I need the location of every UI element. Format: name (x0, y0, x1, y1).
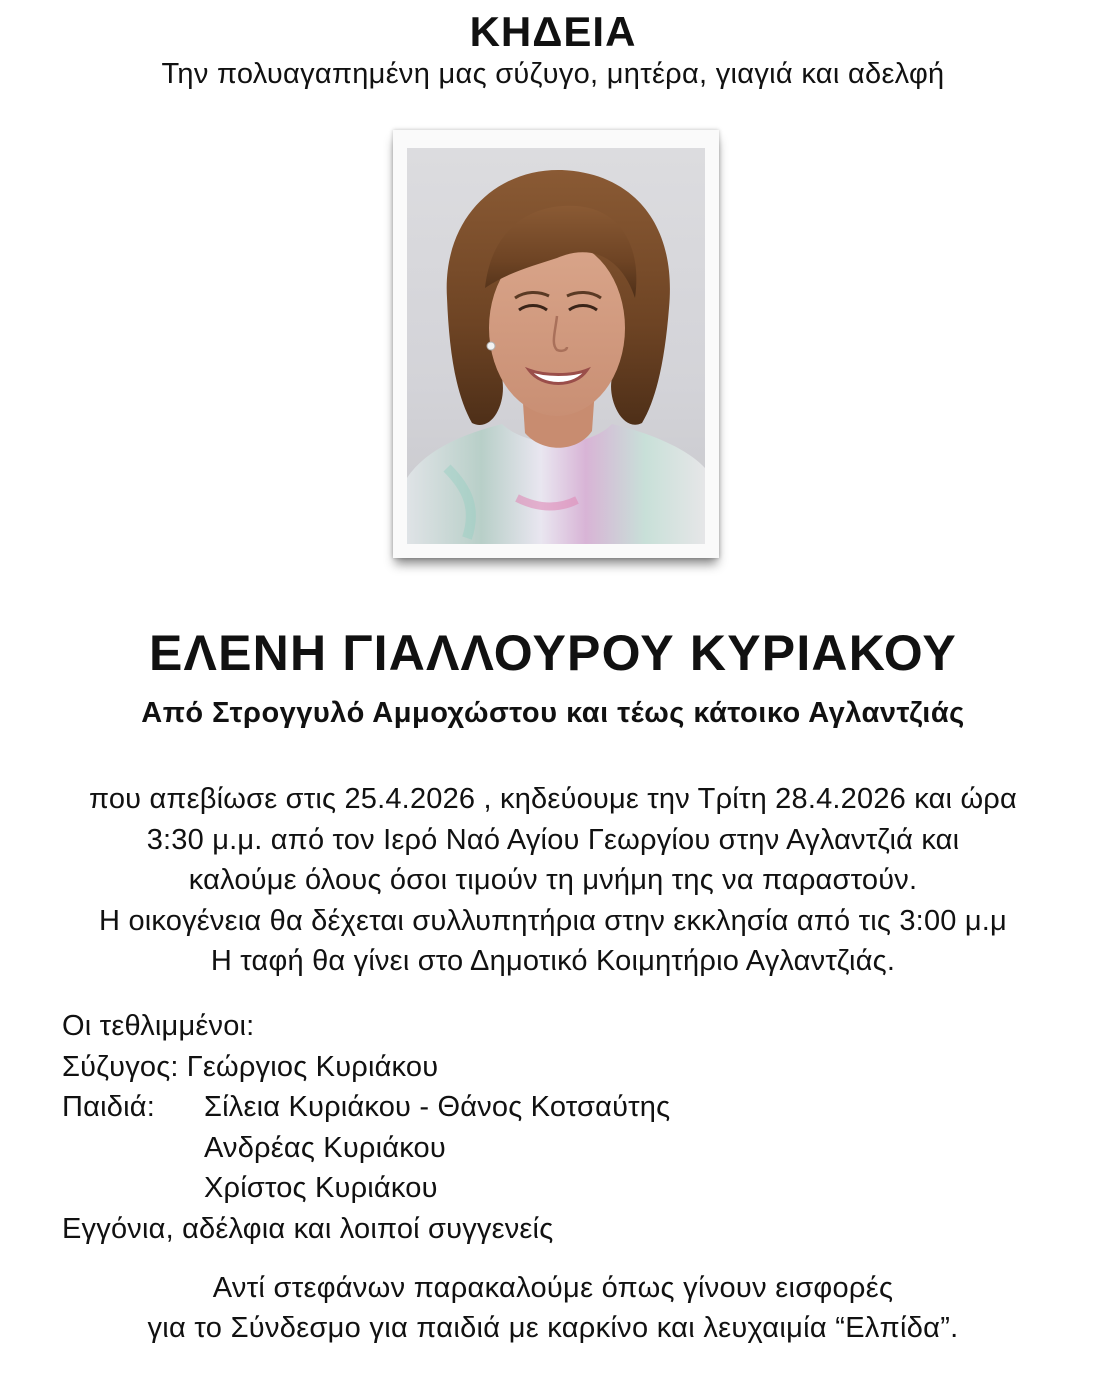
announcement-line: που απεβίωσε στις 25.4.2026 , κηδεύουμε την Τρίτη 28.4.2026 και ώρα (89, 783, 1017, 815)
announcement-line: 3:30 μ.μ. από τον Ιερό Ναό Αγίου Γεωργίου στην Αγλαντζιά και (146, 823, 960, 856)
donations-note (0, 1268, 1106, 1348)
other-relatives: Εγγόνια, αδέλφια και λοιποί συγγενείς (62, 1212, 554, 1245)
mourners-intro: Οι τεθλιμμένοι: (62, 1010, 255, 1042)
announcement-line: καλούμε όλους όσοι τιμούν τη μνήμη της να παραστούν. (188, 864, 918, 896)
children-row (62, 1087, 670, 1128)
portrait-photo (407, 148, 705, 544)
children-label: Παιδιά: (62, 1091, 155, 1123)
page-title: ΚΗΔΕΙΑ (469, 8, 637, 55)
deceased-name: ΕΛΕΝΗ ΓΙΑΛΛΟΥΡΟΥ ΚΥΡΙΑΚΟΥ (149, 625, 957, 681)
donations-line: Αντί στεφάνων παρακαλούμε όπως γίνουν εισφορές (212, 1272, 894, 1304)
child-name: Σίλεια Κυριάκου - Θάνος Κοτσαύτης (204, 1091, 671, 1123)
announcement-line: Η οικογένεια θα δέχεται συλλυπητήρια στην εκκλησία από τις 3:00 μ.μ (99, 904, 1007, 937)
spouse-label: Σύζυγος: (62, 1050, 179, 1083)
announcement-line: Η ταφή θα γίνει στο Δημοτικό Κοιμητήριο Αγλαντζιάς. (210, 945, 896, 977)
child-name: Ανδρέας Κυριάκου (204, 1131, 446, 1164)
spouse-row (62, 1047, 670, 1088)
funeral-announcement (0, 779, 1106, 982)
portrait-illustration (407, 148, 705, 544)
child-name: Χρίστος Κυριάκου (204, 1172, 438, 1204)
dedication-text: Την πολυαγαπημένη μας σύζυγο, μητέρα, γιαγιά και αδελφή (161, 58, 945, 90)
donations-line: για το Σύνδεσμο για παιδιά με καρκίνο και λευχαιμία “Ελπίδα”. (147, 1312, 959, 1344)
deceased-origin: Από Στρογγυλό Αμμοχώστου και τέως κάτοικο Αγλαντζιάς (141, 697, 965, 729)
spouse-name: Γεώργιος Κυριάκου (186, 1050, 439, 1083)
portrait-photo-frame (393, 130, 719, 558)
mourners-list (62, 1006, 670, 1249)
